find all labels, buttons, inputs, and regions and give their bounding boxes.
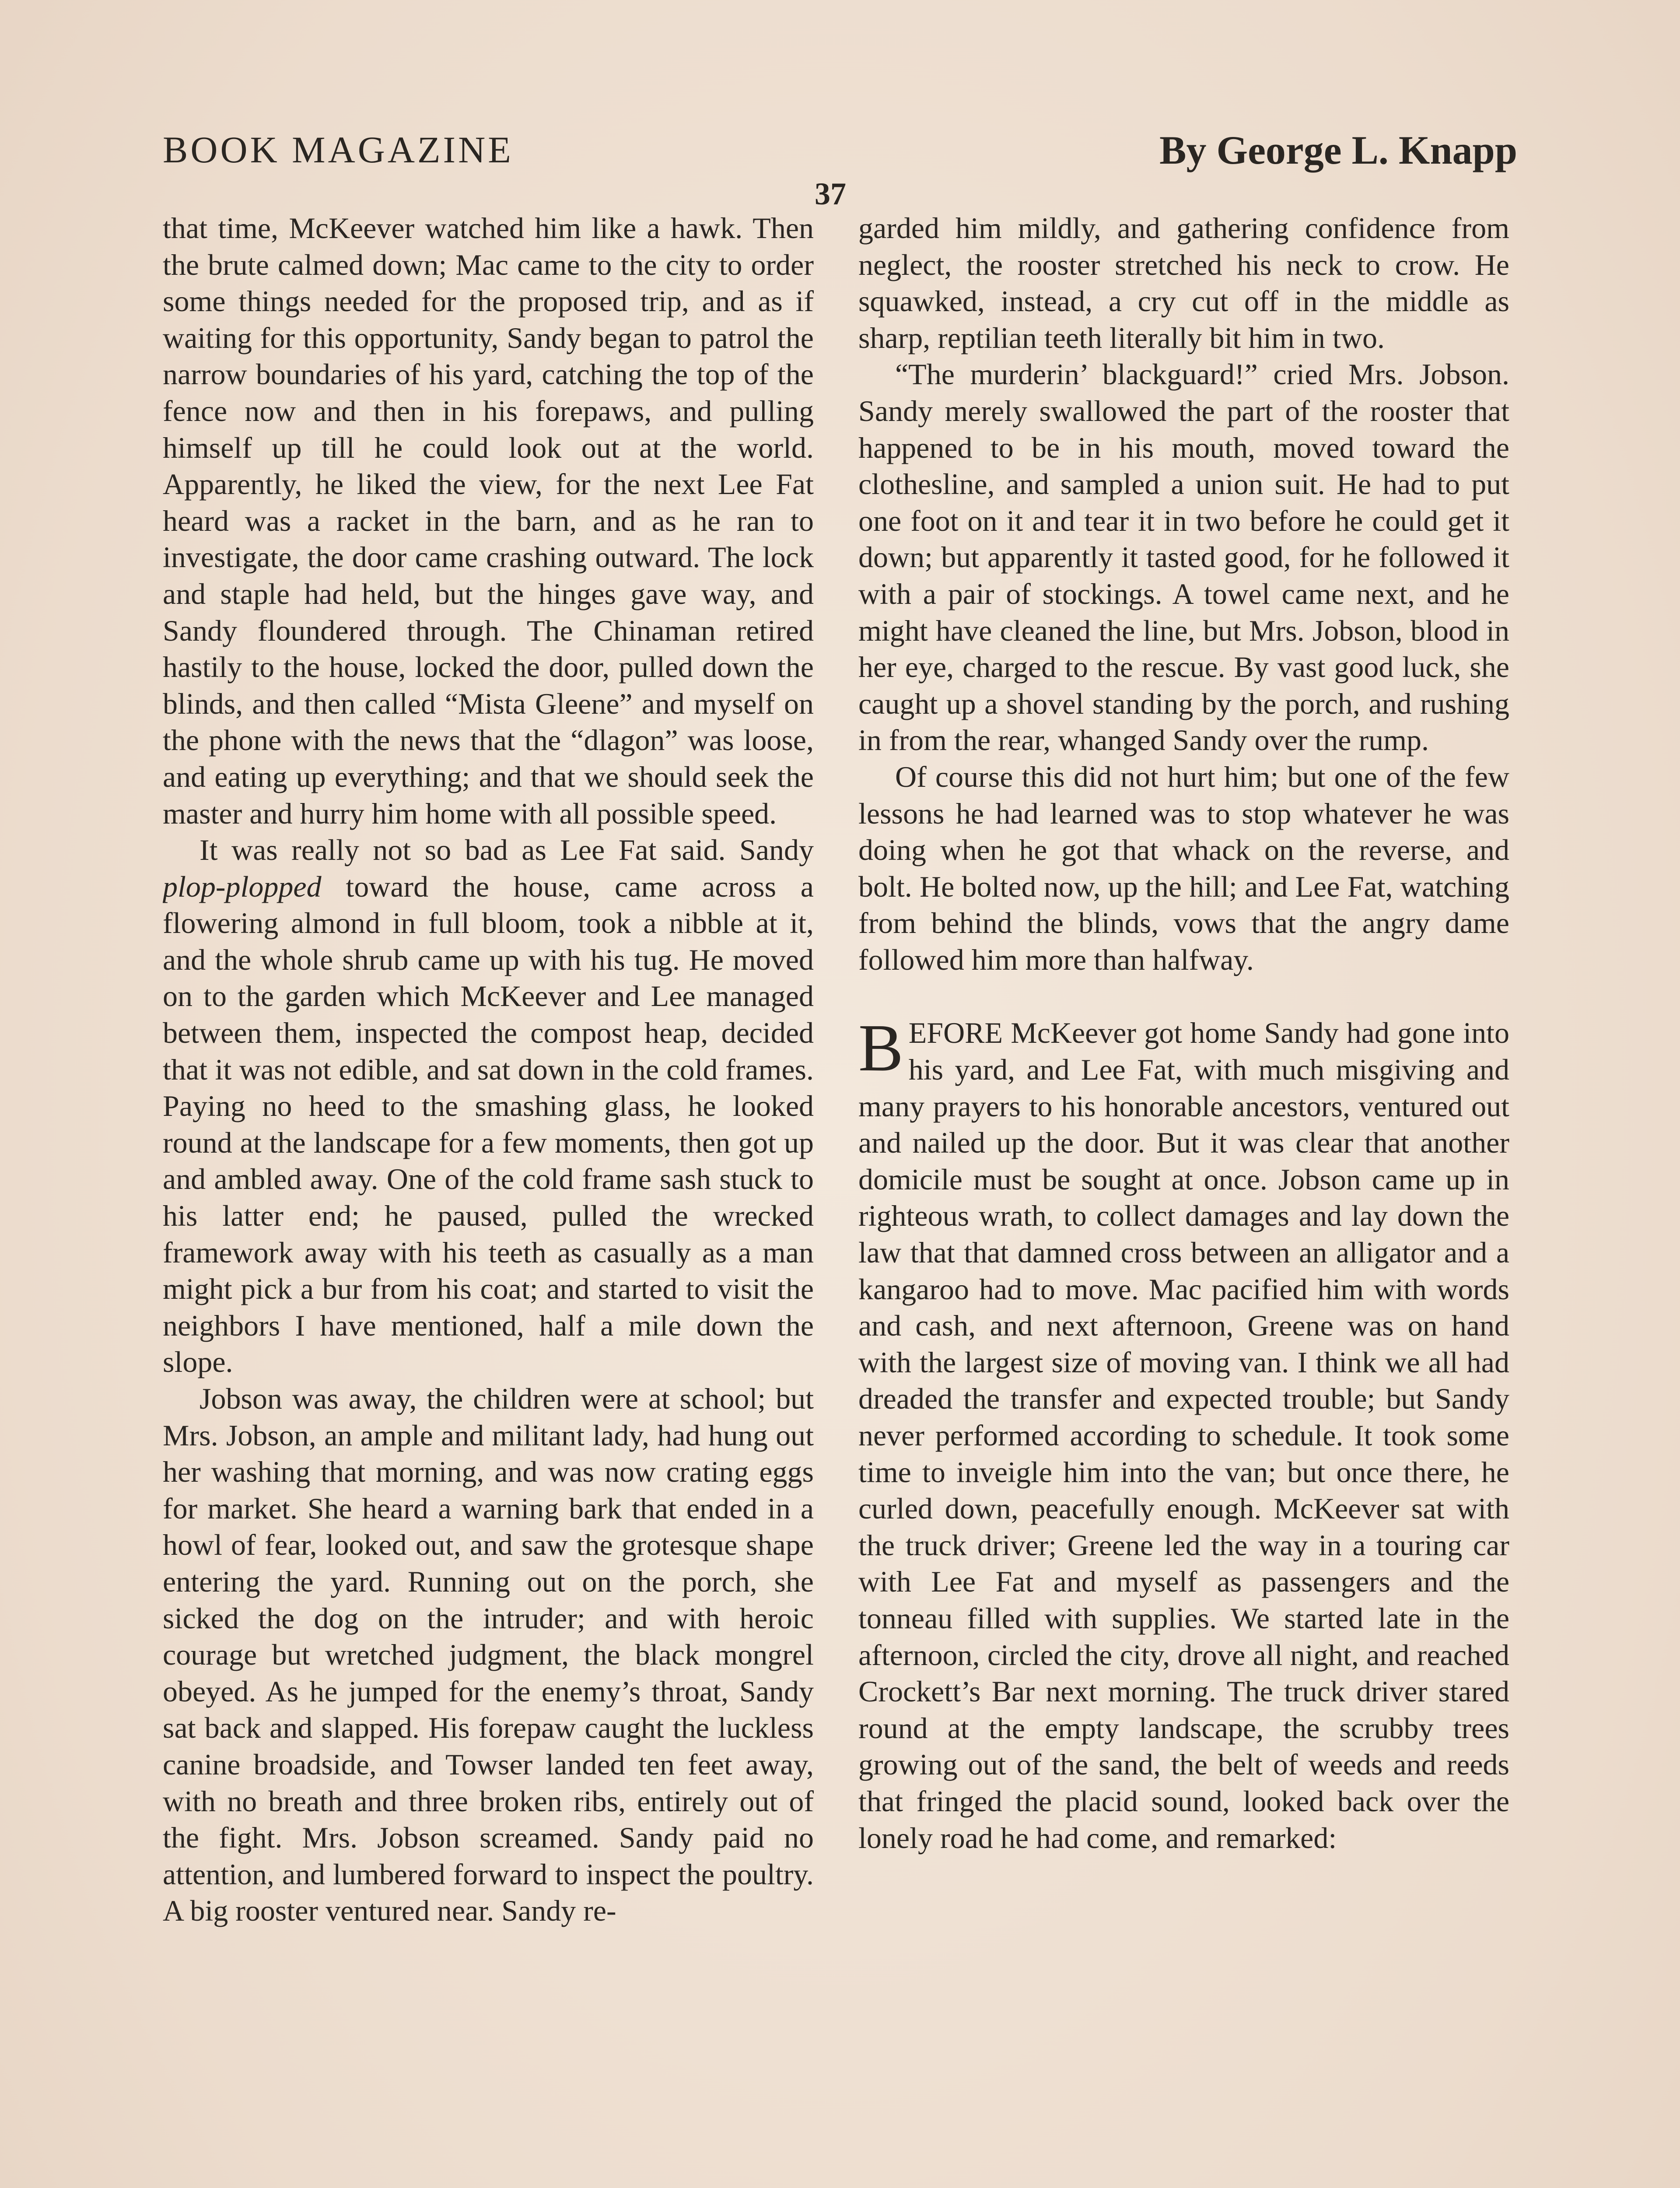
magazine-title: BOOK MAGAZINE — [163, 129, 514, 171]
author-byline: By George L. Knapp — [1159, 128, 1517, 172]
paragraph: garded him mildly, and gathering confidence from neglect, the rooster stretched his neck to crow. He squawked, instead, a cry cut off in the middle as sharp, reptilian teeth literally bit him in two. — [858, 211, 1509, 354]
right-column — [858, 210, 1509, 2188]
left-column — [163, 210, 814, 2188]
paragraph: Of course this did not hurt him; but one of the few lessons he had learned was to stop whatever he was doing when he got that whack on the reverse, and bolt. He bolted now, up the hill; and Lee Fat, watching from behind the blinds, vows that the angry dame followed him more than halfway. — [858, 760, 1509, 976]
section-start-paragraph — [858, 1011, 1509, 1856]
italic-text: plop-plopped — [163, 870, 322, 903]
paragraph — [163, 832, 814, 1381]
paragraph-text: EFORE McKeever got home Sandy had gone into his yard, and Lee Fat, with much misgiving and many prayers to his honorable ancestors, ventured out and nailed up the door. But it was clear that another domicile must be sought at once. Jobson came up in righteous wrath, to collect damages and lay down the law that that damned cross between an alligator and a kangaroo had to move. Mac pacified him with words and cash, and next afternoon, Greene was on hand with the largest size of moving van. I think we all had dreaded the transfer and expected trouble; but Sandy never performed according to schedule. It took some time to inveigle him into the van; but once there, he curled down, peacefully enough. McKeever sat with the truck driver; Greene led the way in a touring car with Lee Fat and myself as passengers and the tonneau filled with supplies. We started late in the afternoon, circled the city, drove all night, and reached Crockett’s Bar next morning. The truck driver stared round at the empty landscape, the scrubby trees growing out of the sand, the belt of weeds and reeds that fringed the placid sound, looked back over the lonely road he had come, and remarked: — [858, 1016, 1509, 1855]
drop-cap: B — [858, 1011, 903, 1086]
paragraph-text: toward the house, came across a flowering almond in full bloom, took a nibble at it, and the whole shrub came up with his tug. He moved on to the garden which McKeever and Lee managed between them, inspected the compost heap, decided that it was not edible, and sat down in the cold frames. Paying no heed to the smashing glass, he looked round at the landscape for a few moments, then got up and ambled away. One of the cold frame sash stuck to his latter end; he paused, pulled the wrecked framework away with his teeth as casually as a man might pick a bur from his coat; and started to visit the neighbors I have mentioned, half a mile down the slope. — [163, 870, 814, 1379]
page-number: 37 — [815, 176, 846, 211]
paragraph: Jobson was away, the children were at school; but Mrs. Jobson, an ample and militant lady, had hung out her washing that morning, and was now crating eggs for market. She heard a warning bark that ended in a howl of fear, looked out, and saw the grotesque shape entering the yard. Running out on the porch, she sicked the dog on the intruder; and with heroic courage but wretched judgment, the black mongrel obeyed. As he jumped for the enemy’s throat, Sandy sat back and slapped. His forepaw caught the luckless canine broadside, and Towser landed ten feet away, with no breath and three broken ribs, entirely out of the fight. Mrs. Jobson screamed. Sandy paid no attention, and lumbered forward to inspect the poultry. A big rooster ventured near. Sandy re- — [163, 1382, 814, 1928]
paragraph: “The murderin’ blackguard!” cried Mrs. Jobson. Sandy merely swallowed the part of the rooster that happened to be in his mouth, moved toward the clothesline, and sampled a union suit. He had to put one foot on it and tear it in two before he could get it down; but apparently it tasted good, for he followed it with a pair of stockings. A towel came next, and he might have cleaned the line, but Mrs. Jobson, blood in her eye, charged to the rescue. By vast good luck, she caught up a shovel standing by the porch, and rushing in from the rear, whanged Sandy over the rump. — [858, 358, 1509, 757]
paragraph: that time, McKeever watched him like a hawk. Then the brute calmed down; Mac came to the city to order some things needed for the proposed trip, and as if waiting for this opportunity, Sandy began to patrol the narrow boundaries of his yard, catching the top of the fence now and then in his forepaws, and pulling himself up till he could look out at the world. Apparently, he liked the view, for the next Lee Fat heard was a racket in the barn, and as he ran to investigate, the door came crashing outward. The lock and staple had held, but the hinges gave way, and Sandy floundered through. The Chinaman retired hastily to the house, locked the door, pulled down the blinds, and then called “Mista Gleene” and myself on the phone with the news that the “dlagon” was loose, and eating up everything; and that we should seek the master and hurry him home with all possible speed. — [163, 211, 814, 830]
paragraph-text: It was really not so bad as Lee Fat said. Sandy — [200, 833, 814, 867]
